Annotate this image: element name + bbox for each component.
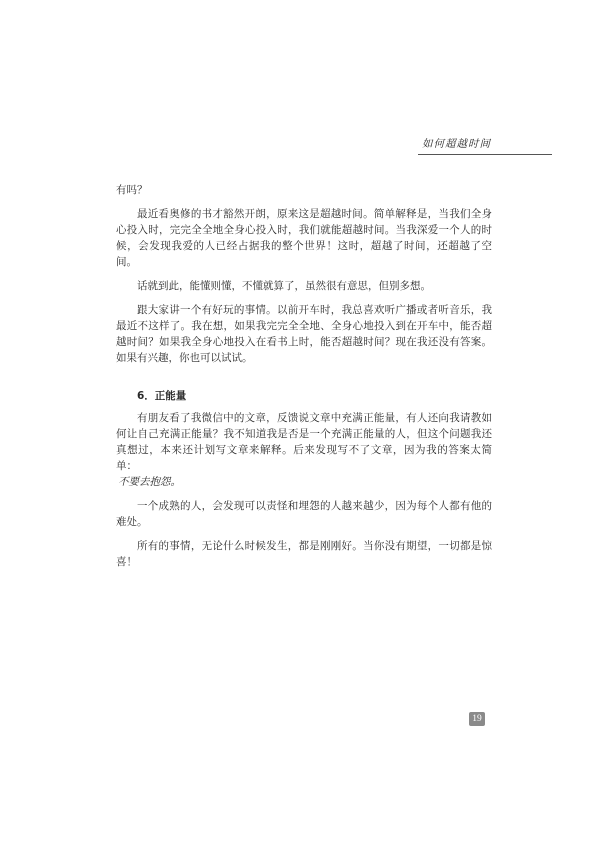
page-body bbox=[116, 182, 492, 570]
running-header-title: 如何超越时间 bbox=[422, 138, 491, 150]
paragraph-osho: 最近看奥修的书才豁然开朗，原来这是超越时间。简单解释是，当我们全身心投入时，完完全全地全身心投入时，我们就能超越时间。当我深爱一个人的时候，会发现我爱的人已经占据我的整个世界！这时，超越了时间，还超越了空间。 bbox=[116, 208, 492, 268]
paragraph-all: 所有的事情，无论什么时候发生，都是刚刚好。当你没有期望，一切都是惊喜！ bbox=[116, 540, 492, 568]
paragraph-story: 跟大家讲一个有好玩的事情。以前开车时，我总喜欢听广播或者听音乐，我最近不这样了。我在想，如果我完完全全地、全身心地投入到在开车中，能否超越时间？如果我全身心地投入在看书上时，能否超越时间？现在我还没有答案。如果有兴趣，你也可以试试。 bbox=[116, 304, 492, 364]
paragraph-words: 话就到此，能懂则懂，不懂就算了，虽然很有意思，但别多想。 bbox=[137, 280, 431, 292]
paragraph-mature: 一个成熟的人，会发现可以责怪和埋怨的人越来越少，因为每个人都有他的难处。 bbox=[116, 500, 492, 528]
paragraph-friend: 有朋友看了我微信中的文章，反馈说文章中充满正能量，有人还向我请教如何让自己充满正能量？我不知道我是否是一个充满正能量的人，但这个问题我还真想过，本来还计划写文章来解释。后来发现写不了文章，因为我的答案太简单： bbox=[116, 412, 492, 472]
paragraph-intro: 有吗？ bbox=[116, 184, 148, 196]
page-number: 19 bbox=[472, 714, 482, 724]
page-number-badge bbox=[469, 712, 485, 726]
running-header bbox=[418, 136, 552, 155]
section-heading-positive-energy: 6．正能量 bbox=[137, 390, 187, 402]
answer-line: 不要去抱怨。 bbox=[118, 476, 181, 488]
